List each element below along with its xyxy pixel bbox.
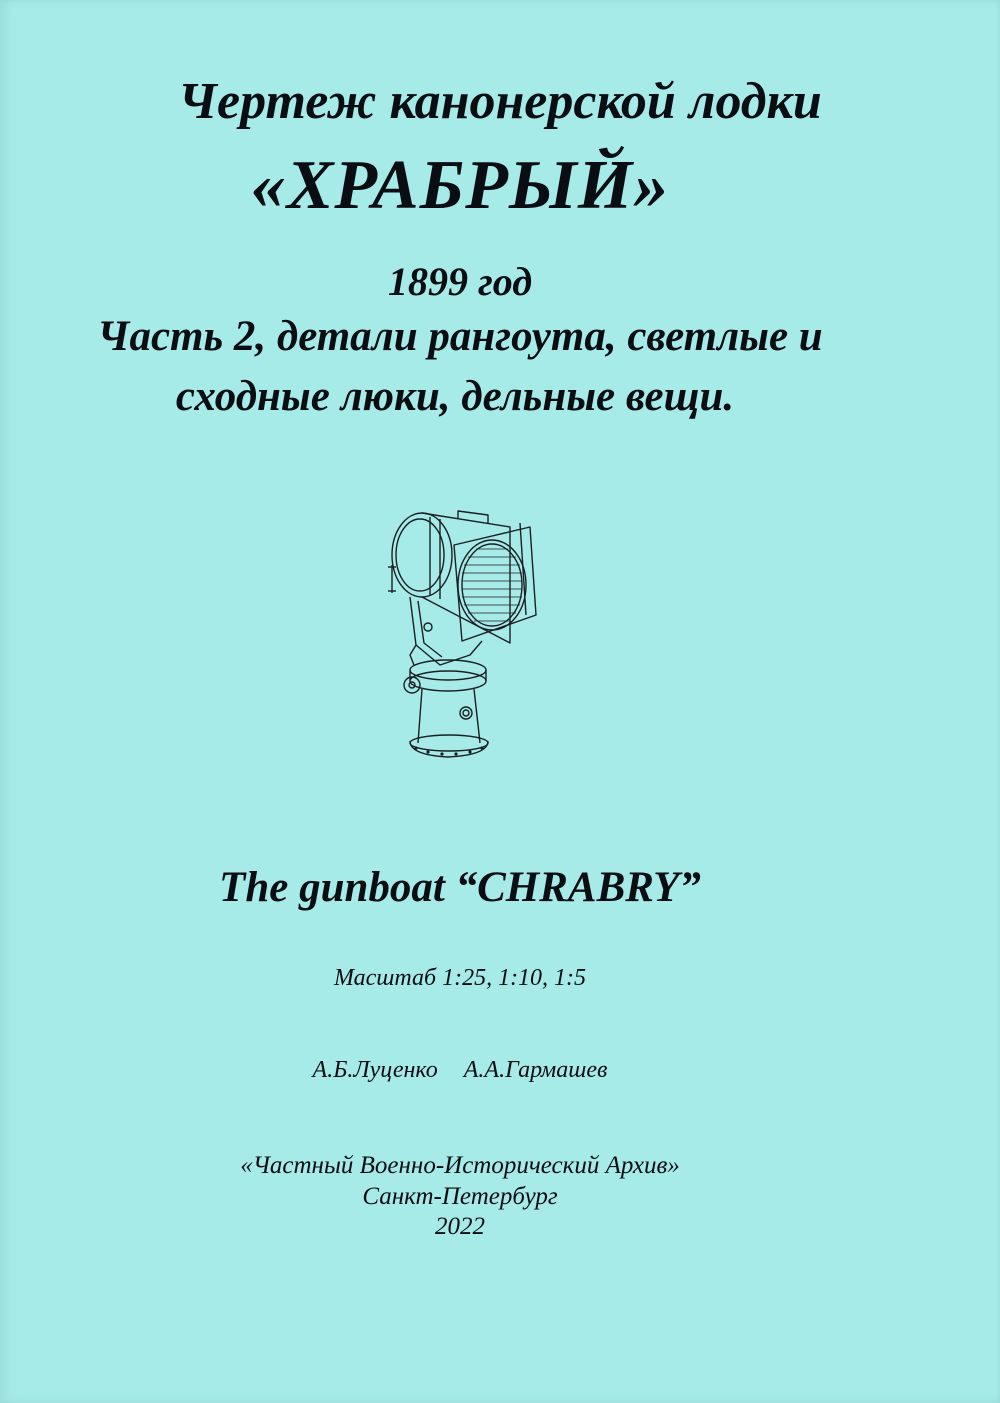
year-label: 1899 год [387, 259, 533, 304]
publisher-city: Санкт-Петербург [362, 1183, 558, 1210]
author-2: А.А.Гармашев [463, 1057, 608, 1083]
subtitle-line-1: Часть 2, детали рангоута, светлые и [97, 313, 823, 360]
authors [0, 1057, 960, 1084]
searchlight-drawing-icon [370, 505, 560, 765]
author-1: А.Б.Луценко [312, 1057, 438, 1083]
english-title: The gunboat “CHRABRY” [219, 864, 701, 911]
title-line-1: Чертеж канонерской лодки [178, 73, 822, 130]
publisher: «Частный Военно-Исторический Архив» [240, 1152, 680, 1179]
subtitle-line-2: сходные люки, дельные вещи. [175, 373, 735, 420]
publication-year: 2022 [435, 1213, 485, 1240]
scale-label: Масштаб 1:25, 1:10, 1:5 [333, 965, 587, 991]
ship-name-title: «ХРАБРЫЙ» [250, 147, 670, 224]
